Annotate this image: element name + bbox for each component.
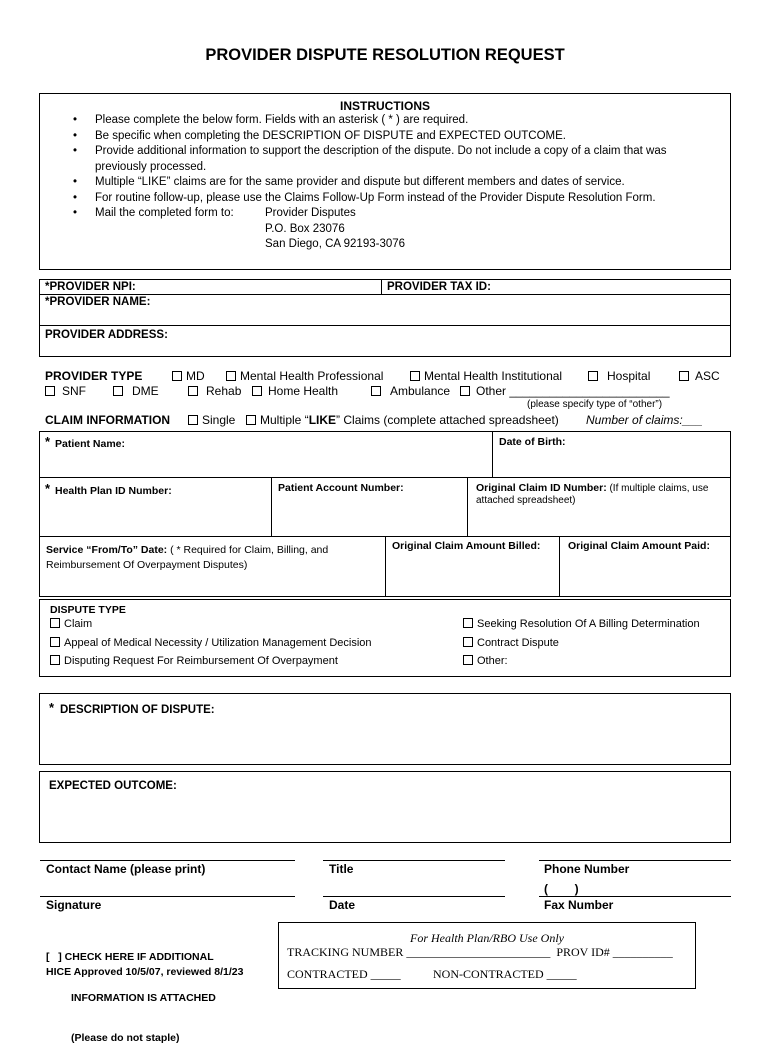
provider-name-field[interactable] [39,294,731,326]
option-label: Seeking Resolution Of A Billing Determination [477,618,700,630]
provider-type-label: PROVIDER TYPE [45,369,143,383]
description-of-dispute-label: DESCRIPTION OF DISPUTE: [60,704,215,716]
dispute-option-other[interactable] [463,655,508,667]
provider-address-label: PROVIDER ADDRESS: [45,329,168,341]
amount-paid-field[interactable] [559,536,731,597]
provider-address-field[interactable] [39,325,731,357]
page-title: PROVIDER DISPUTE RESOLUTION REQUEST [205,46,565,64]
address-line: San Diego, CA 92193-3076 [265,238,406,250]
provider-tax-id-label: PROVIDER TAX ID: [387,281,491,293]
checkbox[interactable] [460,386,470,396]
option-label-like: LIKE [308,413,337,427]
option-label: Contract Dispute [477,637,559,649]
checkbox[interactable] [410,371,420,381]
instruction-item: • Multiple “LIKE” claims are for the same provider and dispute but different members and dates of service. [40,175,730,191]
option-label: DME [132,384,159,398]
required-asterisk: * [45,434,51,449]
patient-name-label: Patient Name: [55,438,126,450]
option-label: Claim [64,618,93,630]
signature-label: Signature [46,898,102,912]
provider-npi-field[interactable] [39,279,382,295]
instruction-item: • Please complete the below form. Fields with an asterisk ( * ) are required. [40,113,730,129]
additional-info-line: INFORMATION IS ATTACHED [71,991,216,1004]
option-dme[interactable] [113,384,159,398]
service-dates-label-text: Service “From/To” Date: [46,544,168,556]
checkbox[interactable] [679,371,689,381]
original-claim-id-label [476,482,708,507]
dispute-option-claim[interactable] [50,618,92,630]
phone-line[interactable] [539,860,731,861]
option-label: ” Claims (complete attached spreadsheet) [336,413,559,427]
other-hint: (please specify type of “other”) [527,399,663,410]
dispute-option-billing[interactable] [463,618,700,630]
option-home-health[interactable] [252,384,338,398]
contact-name-label: Contact Name (please print) [46,862,206,876]
number-of-claims[interactable]: Number of claims:___ [586,413,703,427]
option-multiple-like[interactable] [246,413,559,427]
service-dates-note: Reimbursement Of Overpayment Disputes) [46,559,248,571]
mail-address [265,206,405,253]
option-label: Rehab [206,384,242,398]
date-label: Date [329,898,356,912]
instruction-item: • For routine follow-up, please use the Claims Follow-Up Form instead of the Provider Dispute Resolution Form. [40,191,730,207]
dispute-option-contract[interactable] [463,637,559,649]
provider-name-label: *PROVIDER NAME: [45,296,151,308]
option-ambulance[interactable] [371,384,450,398]
checkbox[interactable] [188,386,198,396]
service-dates-label [46,543,328,573]
instruction-item-mail [40,206,730,250]
original-claim-id-note: attached spreadsheet) [476,495,576,506]
checkbox[interactable] [463,655,473,665]
original-claim-id-note: (If multiple claims, use [606,483,709,494]
required-asterisk: * [45,481,51,496]
fax-label: Fax Number [544,898,614,912]
date-of-birth-field[interactable] [492,431,731,478]
amount-paid-label: Original Claim Amount Paid: [568,540,710,552]
checkbox[interactable] [50,655,60,665]
service-dates-field[interactable] [39,536,386,597]
contracted-field[interactable]: CONTRACTED _____ [287,967,401,981]
option-label: Mental Health Institutional [424,369,563,383]
signature-line[interactable] [40,896,295,897]
fax-area-code: ( ) [544,882,579,896]
date-of-birth-label: Date of Birth: [499,436,566,448]
fax-line[interactable] [539,896,731,897]
dispute-type-box [39,599,731,677]
phone-label: Phone Number [544,862,630,876]
required-asterisk: * [49,700,55,715]
option-label: Single [202,413,236,427]
health-plan-id-label: Health Plan ID Number: [55,485,172,497]
approval-note: HICE Approved 10/5/07, reviewed 8/1/23 [46,966,244,978]
amount-billed-field[interactable] [385,536,560,597]
dispute-option-appeal[interactable] [50,637,372,649]
instruction-item: • Be specific when completing the DESCRIPTION OF DISPUTE and EXPECTED OUTCOME. [40,129,730,145]
amount-billed-label: Original Claim Amount Billed: [392,540,541,552]
option-label: Mental Health Professional [240,369,384,383]
option-mental-health-institutional[interactable] [410,369,562,383]
option-label: SNF [62,384,86,398]
instruction-item: • Provide additional information to support the description of the dispute. Do not include a copy of a claim that was previously processed. [40,144,730,175]
address-line: Provider Disputes [265,207,356,219]
office-use-heading: For Health Plan/RBO Use Only [410,931,564,945]
non-contracted-field[interactable]: NON-CONTRACTED _____ [433,967,577,981]
option-label: Ambulance [390,384,451,398]
instructions-list [40,113,730,250]
checkbox[interactable] [588,371,598,381]
additional-info-line: [ ] CHECK HERE IF ADDITIONAL [46,951,214,963]
office-use-box [278,922,696,989]
checkbox[interactable] [371,386,381,396]
original-claim-id-field[interactable] [467,477,731,537]
provider-npi-label: *PROVIDER NPI: [45,281,136,293]
contact-name-line[interactable] [40,860,295,861]
option-asc[interactable] [679,369,720,383]
patient-name-field[interactable] [39,431,493,478]
original-claim-id-label-text: Original Claim ID Number: [476,482,607,494]
option-snf[interactable] [45,384,86,398]
checkbox[interactable] [188,415,198,425]
checkbox[interactable] [463,637,473,647]
checkbox[interactable] [246,415,256,425]
claim-information-label: CLAIM INFORMATION [45,413,171,427]
dispute-option-overpayment[interactable] [50,655,338,667]
instructions-heading: INSTRUCTIONS [340,99,430,113]
option-hospital[interactable] [588,369,650,383]
option-label: Multiple “ [260,413,309,427]
tracking-number-field[interactable]: TRACKING NUMBER ________________________ PROV ID# __________ [287,945,673,959]
checkbox[interactable] [252,386,262,396]
checkbox[interactable] [50,618,60,628]
checkbox[interactable] [45,386,55,396]
option-label: Home Health [268,384,339,398]
option-label: Disputing Request For Reimbursement Of Overpayment [64,655,338,667]
option-single[interactable] [188,413,235,427]
title-line[interactable] [323,860,505,861]
option-label: ASC [695,369,720,383]
address-line: P.O. Box 23076 [265,222,345,235]
additional-info-line: (Please do not staple) [71,1032,180,1044]
option-label: Appeal of Medical Necessity / Utilization Management Decision [64,637,372,649]
checkbox[interactable] [226,371,236,381]
checkbox[interactable] [113,386,123,396]
dispute-type-label: DISPUTE TYPE [50,604,126,616]
option-md[interactable] [172,369,205,383]
expected-outcome-label: EXPECTED OUTCOME: [49,780,177,792]
expected-outcome-field[interactable] [39,771,731,843]
description-of-dispute-field[interactable] [39,693,731,765]
checkbox[interactable] [50,637,60,647]
option-label: Other ________________________ [476,384,670,398]
option-rehab[interactable] [188,384,241,398]
title-label: Title [329,862,354,876]
instructions-box [39,93,731,270]
checkbox[interactable] [463,618,473,628]
provider-tax-id-field[interactable] [381,279,731,295]
date-line[interactable] [323,896,505,897]
option-other[interactable] [460,384,670,398]
patient-account-number-field[interactable] [271,477,468,537]
option-label: Hospital [607,369,651,383]
service-dates-note: ( * Required for Claim, Billing, and [167,544,329,556]
health-plan-id-field[interactable] [39,477,272,537]
option-label: Other: [477,655,508,667]
additional-info-checkbox[interactable] [46,924,216,1059]
patient-account-number-label: Patient Account Number: [278,482,404,494]
option-label: MD [186,369,205,383]
checkbox[interactable] [172,371,182,381]
mail-label: Mail the completed form to: [95,207,234,219]
option-mental-health-professional[interactable] [226,369,383,383]
